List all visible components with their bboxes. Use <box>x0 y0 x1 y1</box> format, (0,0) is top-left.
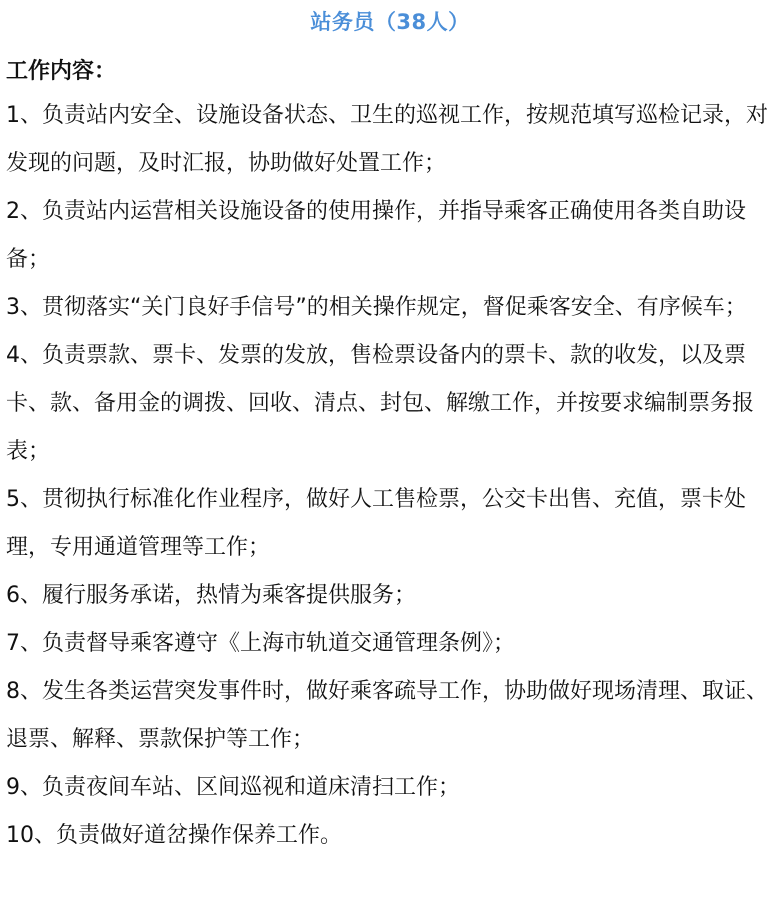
duty-item: 6、履行服务承诺，热情为乘客提供服务； <box>6 583 416 608</box>
duty-item: 5、贯彻执行标准化作业程序，做好人工售检票，公交卡出售、充值，票卡处理，专用通道管理等工作； <box>6 487 746 560</box>
section-heading: 工作内容： <box>6 59 117 84</box>
duty-item: 10、负责做好道岔操作保养工作。 <box>6 823 342 848</box>
duty-item: 3、贯彻落实“关门良好手信号”的相关操作规定，督促乘客安全、有序候车； <box>6 295 747 320</box>
duty-list <box>6 92 774 860</box>
duty-item: 8、发生各类运营突发事件时，做好乘客疏导工作，协助做好现场清理、取证、退票、解释、票款保护等工作； <box>6 679 768 752</box>
duty-item: 7、负责督导乘客遵守《上海市轨道交通管理条例》； <box>6 631 515 656</box>
duty-item: 1、负责站内安全、设施设备状态、卫生的巡视工作，按规范填写巡检记录，对发现的问题，及时汇报，协助做好处置工作； <box>6 103 768 176</box>
duty-item: 2、负责站内运营相关设施设备的使用操作，并指导乘客正确使用各类自助设备； <box>6 199 746 272</box>
duty-item: 9、负责夜间车站、区间巡视和道床清扫工作； <box>6 775 460 800</box>
duty-item: 4、负责票款、票卡、发票的发放，售检票设备内的票卡、款的收发，以及票卡、款、备用金的调拨、回收、清点、封包、解缴工作，并按要求编制票务报表； <box>6 343 755 464</box>
page-title: 站务员（38人） <box>310 10 470 34</box>
